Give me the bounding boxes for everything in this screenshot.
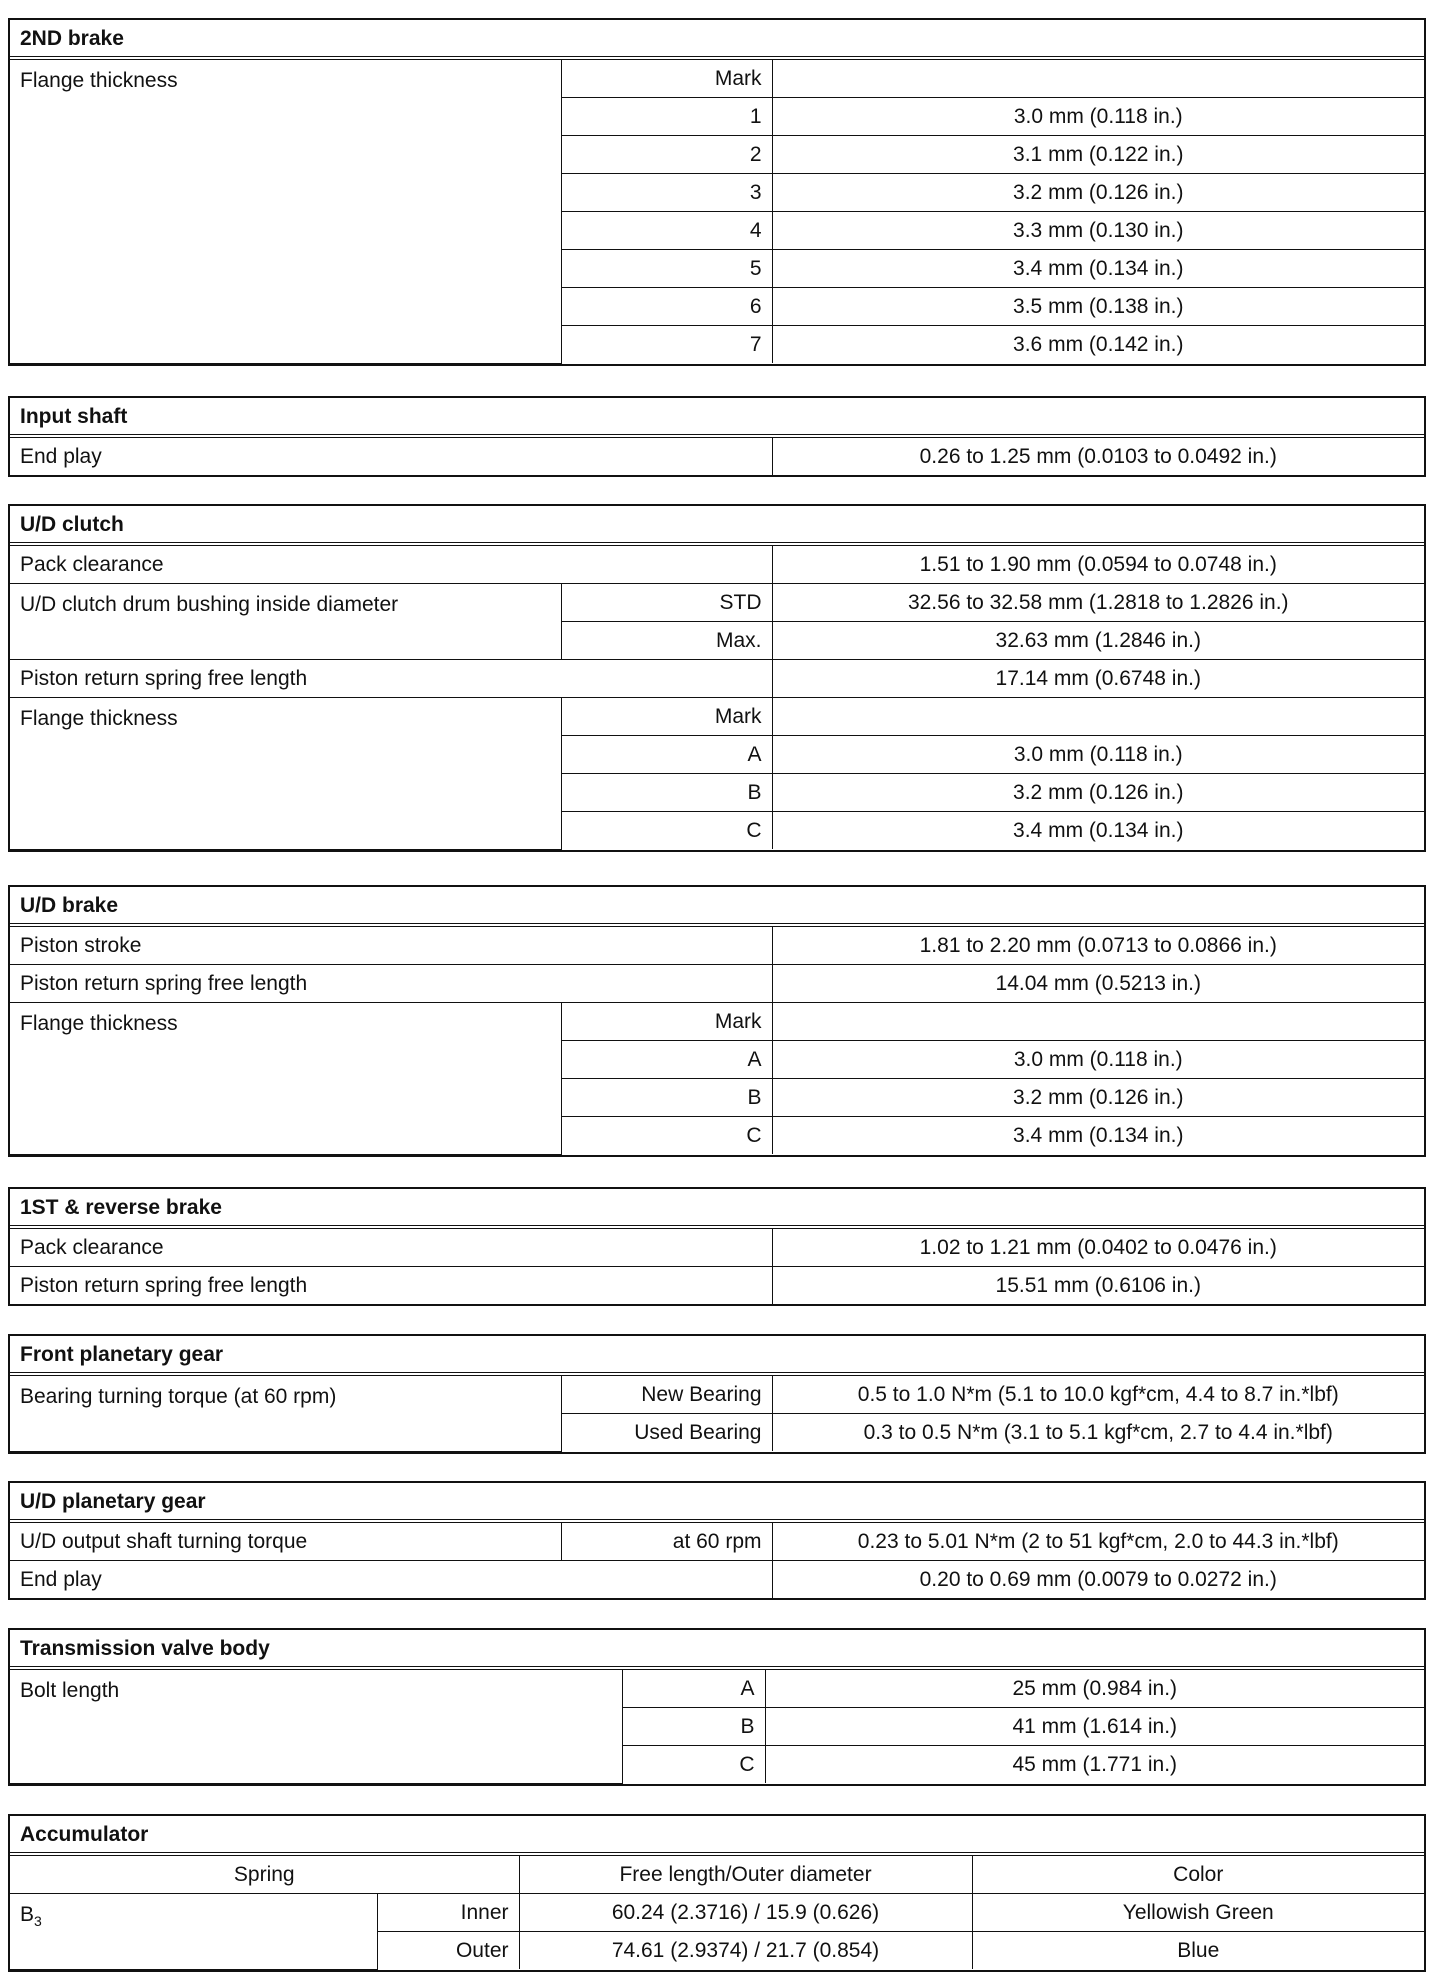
used-bearing-label: Used Bearing bbox=[561, 1414, 772, 1452]
mark-cell: C bbox=[561, 1117, 772, 1155]
section-title: U/D planetary gear bbox=[10, 1483, 1424, 1521]
mark-cell: 2 bbox=[561, 136, 772, 174]
b3-label bbox=[10, 1894, 377, 1970]
value-cell: 3.2 mm (0.126 in.) bbox=[772, 774, 1424, 812]
mark-header: Mark bbox=[561, 698, 772, 736]
empty-cell bbox=[772, 1003, 1424, 1041]
flange-thickness-label: Flange thickness bbox=[10, 1003, 561, 1155]
pack-clearance-value: 1.51 to 1.90 mm (0.0594 to 0.0748 in.) bbox=[772, 544, 1424, 584]
new-bearing-value: 0.5 to 1.0 N*m (5.1 to 10.0 kgf*cm, 4.4 to 8.7 in.*lbf) bbox=[772, 1374, 1424, 1414]
max-label: Max. bbox=[561, 622, 772, 660]
end-play-value: 0.26 to 1.25 mm (0.0103 to 0.0492 in.) bbox=[772, 436, 1424, 475]
free-length-value: 74.61 (2.9374) / 21.7 (0.854) bbox=[519, 1932, 972, 1970]
mark-cell: C bbox=[561, 812, 772, 850]
spring-length-label: Piston return spring free length bbox=[10, 1267, 772, 1305]
value-cell: 25 mm (0.984 in.) bbox=[765, 1668, 1424, 1708]
mark-cell: 1 bbox=[561, 98, 772, 136]
mark-header: Mark bbox=[561, 1003, 772, 1041]
spring-length-value: 15.51 mm (0.6106 in.) bbox=[772, 1267, 1424, 1305]
piston-stroke-label: Piston stroke bbox=[10, 925, 772, 965]
end-play-label: End play bbox=[10, 436, 772, 475]
rpm-label: at 60 rpm bbox=[561, 1521, 772, 1561]
value-cell: 3.4 mm (0.134 in.) bbox=[772, 1117, 1424, 1155]
b-label: B bbox=[20, 1903, 35, 1926]
spring-position: Outer bbox=[377, 1932, 519, 1970]
color-value: Blue bbox=[972, 1932, 1424, 1970]
value-cell: 3.2 mm (0.126 in.) bbox=[772, 1079, 1424, 1117]
section-title: Accumulator bbox=[10, 1816, 1424, 1854]
section-accumulator bbox=[8, 1814, 1426, 1972]
free-length-value: 60.24 (2.3716) / 15.9 (0.626) bbox=[519, 1894, 972, 1932]
new-bearing-label: New Bearing bbox=[561, 1374, 772, 1414]
value-cell: 3.1 mm (0.122 in.) bbox=[772, 136, 1424, 174]
section-front-planetary-gear bbox=[8, 1334, 1426, 1454]
section-title: U/D brake bbox=[10, 887, 1424, 925]
end-play-value: 0.20 to 0.69 mm (0.0079 to 0.0272 in.) bbox=[772, 1561, 1424, 1599]
spring-length-value: 17.14 mm (0.6748 in.) bbox=[772, 660, 1424, 698]
spring-length-label: Piston return spring free length bbox=[10, 660, 772, 698]
std-value: 32.56 to 32.58 mm (1.2818 to 1.2826 in.) bbox=[772, 584, 1424, 622]
mark-header: Mark bbox=[561, 58, 772, 98]
mark-cell: 6 bbox=[561, 288, 772, 326]
empty-cell bbox=[772, 58, 1424, 98]
col-free-length-header: Free length/Outer diameter bbox=[519, 1854, 972, 1894]
spring-length-label: Piston return spring free length bbox=[10, 965, 772, 1003]
section-title: 2ND brake bbox=[10, 20, 1424, 58]
mark-cell: A bbox=[561, 736, 772, 774]
pack-clearance-value: 1.02 to 1.21 mm (0.0402 to 0.0476 in.) bbox=[772, 1227, 1424, 1267]
mark-cell: C bbox=[622, 1746, 765, 1784]
value-cell: 3.2 mm (0.126 in.) bbox=[772, 174, 1424, 212]
output-torque-value: 0.23 to 5.01 N*m (2 to 51 kgf*cm, 2.0 to 44.3 in.*lbf) bbox=[772, 1521, 1424, 1561]
col-color-header: Color bbox=[972, 1854, 1424, 1894]
section-title: Front planetary gear bbox=[10, 1336, 1424, 1374]
flange-thickness-label: Flange thickness bbox=[10, 698, 561, 850]
value-cell: 3.3 mm (0.130 in.) bbox=[772, 212, 1424, 250]
section-2nd-brake bbox=[8, 18, 1426, 366]
value-cell: 3.0 mm (0.118 in.) bbox=[772, 736, 1424, 774]
value-cell: 45 mm (1.771 in.) bbox=[765, 1746, 1424, 1784]
flange-thickness-label: Flange thickness bbox=[10, 58, 561, 363]
value-cell: 3.0 mm (0.118 in.) bbox=[772, 98, 1424, 136]
std-label: STD bbox=[561, 584, 772, 622]
empty-cell bbox=[772, 698, 1424, 736]
end-play-label: End play bbox=[10, 1561, 772, 1599]
max-value: 32.63 mm (1.2846 in.) bbox=[772, 622, 1424, 660]
mark-cell: B bbox=[561, 774, 772, 812]
section-input-shaft bbox=[8, 396, 1426, 477]
section-title: Transmission valve body bbox=[10, 1630, 1424, 1668]
mark-cell: 5 bbox=[561, 250, 772, 288]
used-bearing-value: 0.3 to 0.5 N*m (3.1 to 5.1 kgf*cm, 2.7 to 4.4 in.*lbf) bbox=[772, 1414, 1424, 1452]
bushing-label: U/D clutch drum bushing inside diameter bbox=[10, 584, 561, 660]
mark-cell: 3 bbox=[561, 174, 772, 212]
mark-cell: B bbox=[561, 1079, 772, 1117]
output-torque-label: U/D output shaft turning torque bbox=[10, 1521, 561, 1561]
spring-position: Inner bbox=[377, 1894, 519, 1932]
col-spring-header: Spring bbox=[10, 1854, 519, 1894]
b-subscript: 3 bbox=[34, 1913, 42, 1930]
pack-clearance-label: Pack clearance bbox=[10, 544, 772, 584]
section-ud-planetary-gear bbox=[8, 1481, 1426, 1600]
mark-cell: 7 bbox=[561, 326, 772, 364]
value-cell: 3.5 mm (0.138 in.) bbox=[772, 288, 1424, 326]
piston-stroke-value: 1.81 to 2.20 mm (0.0713 to 0.0866 in.) bbox=[772, 925, 1424, 965]
section-1st-reverse-brake bbox=[8, 1187, 1426, 1306]
torque-label: Bearing turning torque (at 60 rpm) bbox=[10, 1374, 561, 1451]
pack-clearance-label: Pack clearance bbox=[10, 1227, 772, 1267]
value-cell: 3.4 mm (0.134 in.) bbox=[772, 250, 1424, 288]
section-ud-brake bbox=[8, 885, 1426, 1157]
value-cell: 3.4 mm (0.134 in.) bbox=[772, 812, 1424, 850]
section-title: Input shaft bbox=[10, 398, 1424, 436]
section-ud-clutch bbox=[8, 504, 1426, 852]
mark-cell: A bbox=[561, 1041, 772, 1079]
mark-cell: A bbox=[622, 1668, 765, 1708]
value-cell: 41 mm (1.614 in.) bbox=[765, 1708, 1424, 1746]
color-value: Yellowish Green bbox=[972, 1894, 1424, 1932]
value-cell: 3.0 mm (0.118 in.) bbox=[772, 1041, 1424, 1079]
mark-cell: 4 bbox=[561, 212, 772, 250]
mark-cell: B bbox=[622, 1708, 765, 1746]
section-transmission-valve-body bbox=[8, 1628, 1426, 1786]
bolt-length-label: Bolt length bbox=[10, 1668, 622, 1783]
section-title: 1ST & reverse brake bbox=[10, 1189, 1424, 1227]
section-title: U/D clutch bbox=[10, 506, 1424, 544]
spring-length-value: 14.04 mm (0.5213 in.) bbox=[772, 965, 1424, 1003]
value-cell: 3.6 mm (0.142 in.) bbox=[772, 326, 1424, 364]
